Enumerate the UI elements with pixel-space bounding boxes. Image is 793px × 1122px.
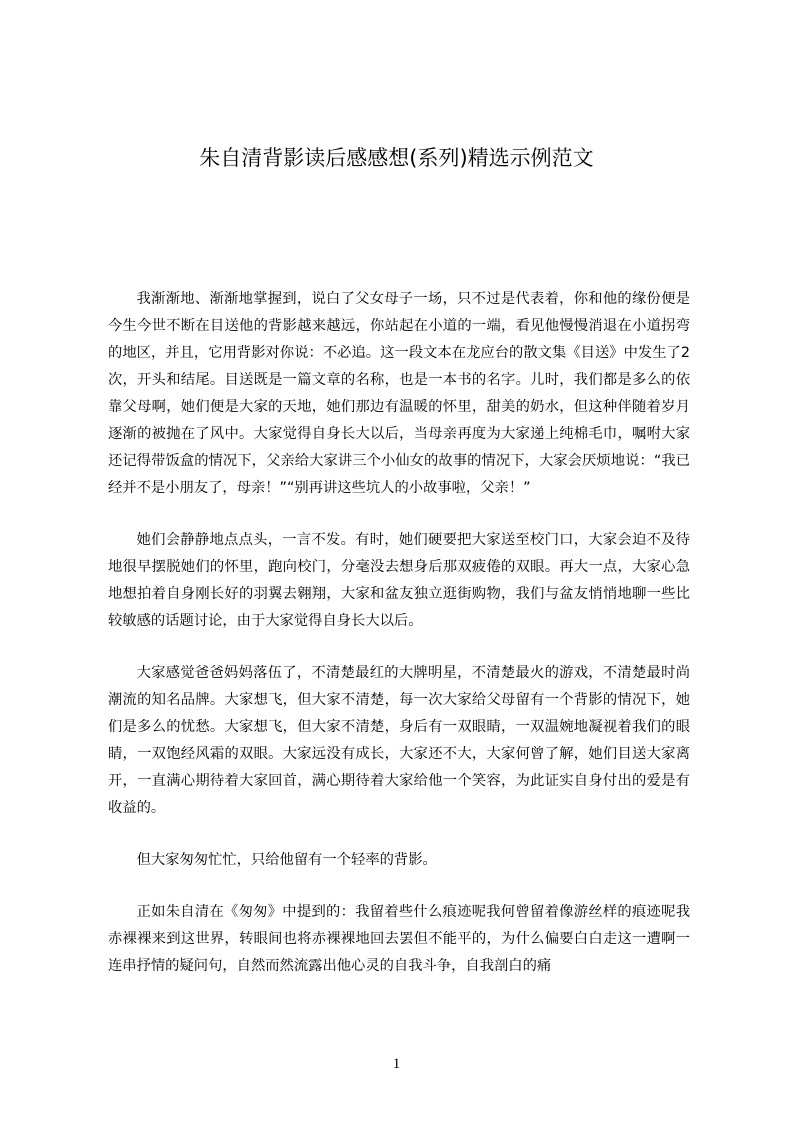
paragraph-4: 但大家匆匆忙忙，只给他留有一个轻率的背影。: [136, 852, 437, 868]
paragraph-2: 她们会静静地点点头，一言不发。有时，她们硬要把大家送至校门口，大家会迫不及待地很早摆脱她们的怀里，跑向校门，分毫没去想身后那双疲倦的双眼。再大一点，大家心急地想拍着自身刚长好的羽翼去翱翔，大家和盆友独立逛街购物，我们与盆友悄悄地聊一些比较敏感的话题讨论，由于大家觉得自身长大以后。: [108, 532, 690, 629]
paragraph-3: 大家感觉爸爸妈妈落伍了，不清楚最红的大牌明星，不清楚最火的游戏，不清楚最时尚潮流的知名品牌。大家想飞，但大家不清楚，每一次大家给父母留有一个背影的情况下，她们是多么的忧愁。大家想飞，但大家不清楚，身后有一双眼睛，一双温婉地凝视着我们的眼睛，一双饱经风霜的双眼。大家远没有成长，大家还不大，大家何曾了解，她们目送大家离开，一直满心期待着大家回首，满心期待着大家给他一个笑容，为此证实自身付出的爱是有收益的。: [108, 665, 690, 816]
paragraph-1: 我渐渐地、渐渐地掌握到，说白了父女母子一场，只不过是代表着，你和他的缘份便是今生今世不断在目送他的背影越来越远，你站起在小道的一端，看见他慢慢消退在小道拐弯的地区，并且，它用背影对你说：不必追。这一段文本在龙应台的散文集《目送》中发生了2次，开头和结尾。目送既是一篇文章的名称，也是一本书的名字。儿时，我们都是多么的依靠父母啊，她们便是大家的天地，她们那边有温暖的怀里，甜美的奶水，但这种伴随着岁月逐渐的被抛在了风中。大家觉得自身长大以后，当母亲再度为大家递上纯棉毛巾，嘱咐大家还记得带饭盒的情况下，父亲给大家讲三个小仙女的故事的情况下，大家会厌烦地说：“我已经并不是小朋友了，母亲！”“别再讲这些坑人的小故事啦，父亲！”: [108, 291, 690, 496]
paragraph-5: 正如朱自清在《匆匆》中提到的：我留着些什么痕迹呢我何曾留着像游丝样的痕迹呢我赤裸裸来到这世界，转眼间也将赤裸裸地回去罢但不能平的，为什么偏要白白走这一遭啊一连串抒情的疑问句，自然而然流露出他心灵的自我斗争，自我剖白的痛: [108, 904, 690, 974]
document-title: 朱自清背影读后感感想(系列)精选示例范文: [199, 146, 594, 170]
document-body: [108, 286, 690, 980]
page-number: 1: [392, 1056, 401, 1072]
